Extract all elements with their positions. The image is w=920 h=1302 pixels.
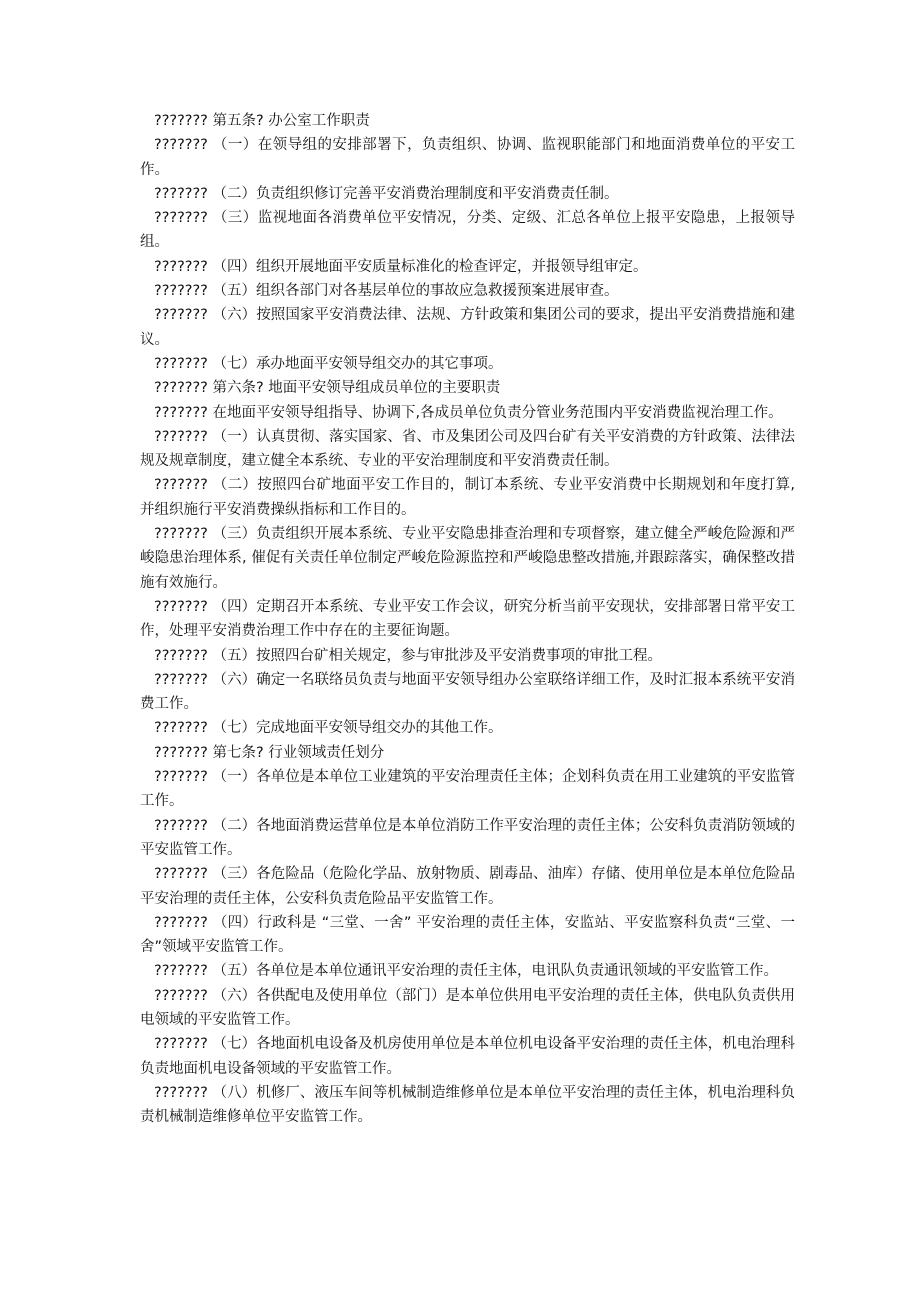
paragraph: ??????? （二）负责组织修订完善平安消费治理制度和平安消费责任制。 <box>154 185 619 202</box>
paragraph: ??????? （八）机修厂、液压车间等机械制造维修单位是本单位平安治理的责任主体，机电治理科负责机械制造维修单位平安监管工作。 <box>140 1084 795 1126</box>
paragraph: ??????? （六）确定一名联络员负责与地面平安领导组办公室联络详细工作，及时汇报本系统平安消费工作。 <box>140 671 795 713</box>
paragraph: ??????? （七）各地面机电设备及机房使用单位是本单位机电设备平安治理的责任主体，机电治理科负责地面机电设备领域的平安监管工作。 <box>140 1036 795 1077</box>
paragraph: ??????? （四）行政科是 “三堂、一舍” 平安治理的责任主体，安监站、平安监察科负责“三堂、一舍”领域平安监管工作。 <box>140 914 795 956</box>
paragraph: ??????? （四）定期召开本系统、专业平安工作会议，研究分析当前平安现状，安排部署日常平安工作，处理平安消费治理工作中存在的主要征询题。 <box>140 598 795 640</box>
paragraph: ??????? （七）完成地面平安领导组交办的其他工作。 <box>154 720 503 737</box>
paragraph: ??????? （五）按照四台矿相关规定，参与审批涉及平安消费事项的审批工程。 <box>154 647 662 664</box>
heading-article-5: ??????? 第五条? 办公室工作职责 <box>154 113 370 129</box>
paragraph: ??????? （七）承办地面平安领导组交办的其它事项。 <box>154 355 503 372</box>
heading-article-6: ??????? 第六条? 地面平安领导组成员单位的主要职责 <box>154 380 501 397</box>
paragraph: ??????? （一）在领导组的安排部署下，负责组织、协调、监视职能部门和地面消费单位的平安工作。 <box>140 137 795 178</box>
paragraph: ??????? （六）各供配电及使用单位（部门）是本单位供用电平安治理的责任主体，供电队负责供用电领域的平安监管工作。 <box>140 987 795 1028</box>
paragraph: ??????? （三）监视地面各消费单位平安情况，分类、定级、汇总各单位上报平安隐患，上报领导组。 <box>140 210 795 251</box>
paragraph: ??????? （三）各危险品（危险化学品、放射物质、剧毒品、油库）存储、使用单位是本单位危险品平安治理的责任主体，公安科负责危险品平安监管工作。 <box>140 866 795 907</box>
paragraph: ??????? （五）组织各部门对各基层单位的事故应急救援预案进展审查。 <box>154 283 619 300</box>
heading-article-7: ??????? 第七条? 行业领域责任划分 <box>154 744 385 761</box>
paragraph: ??????? 在地面平安领导组指导、协调下,各成员单位负责分管业务范围内平安消费监视治理工作。 <box>154 404 783 421</box>
paragraph: ??????? （四）组织开展地面平安质量标准化的检查评定，并报领导组审定。 <box>154 258 648 275</box>
paragraph: ??????? （一）认真贯彻、落实国家、省、市及集团公司及四台矿有关平安消费的方针政策、法律法规及规章制度，建立健全本系统、专业的平安治理制度和平安消费责任制。 <box>140 428 795 470</box>
document-body <box>140 109 795 1129</box>
paragraph: ??????? （五）各单位是本单位通讯平安治理的责任主体，电讯队负责通讯领域的平安监管工作。 <box>154 963 778 980</box>
paragraph: ??????? （六）按照国家平安消费法律、法规、方针政策和集团公司的要求，提出平安消费措施和建议。 <box>140 307 795 348</box>
paragraph: ??????? （三）负责组织开展本系统、专业平安隐患排查治理和专项督察，建立健全严峻危险源和严峻隐患治理体系, 催促有关责任单位制定严峻危险源监控和严峻隐患整改措施,并跟踪落实，确保整改措施有效施行。 <box>140 526 795 591</box>
paragraph: ??????? （二）各地面消费运营单位是本单位消防工作平安治理的责任主体；公安科负责消防领域的平安监管工作。 <box>140 817 795 858</box>
paragraph: ??????? （一）各单位是本单位工业建筑的平安治理责任主体；企划科负责在用工业建筑的平安监管工作。 <box>140 769 795 810</box>
paragraph: ??????? （二）按照四台矿地面平安工作目的，制订本系统、专业平安消费中长期规划和年度打算,并组织施行平安消费操纵指标和工作目的。 <box>140 477 795 518</box>
